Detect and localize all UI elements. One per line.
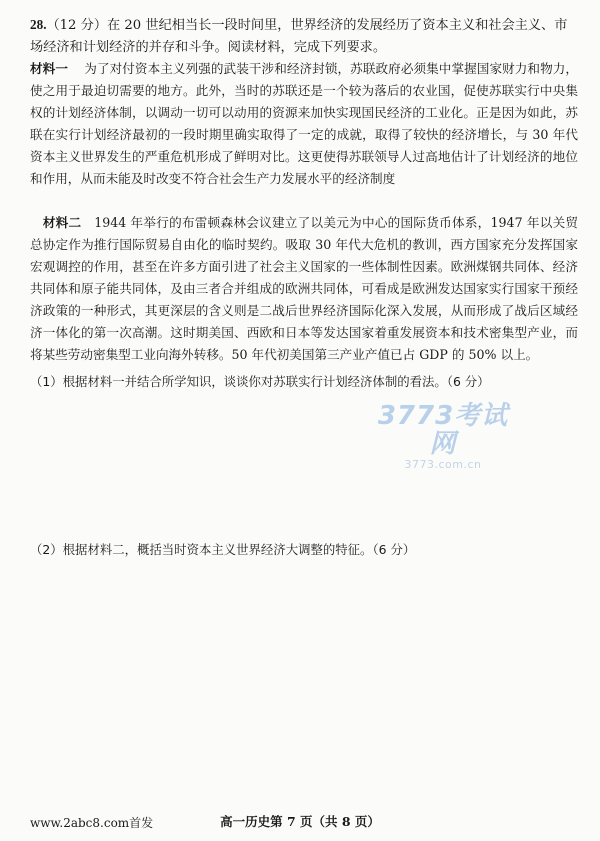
- question-prompt: 在 20 世纪相当长一段时间里，世界经济的发展经历了资本主义和社会主义、市场经济和计划经济的并存和斗争。阅读材料，完成下列要求。: [30, 18, 568, 55]
- page-number: 高一历史第 7 页（共 8 页）: [220, 814, 380, 829]
- question-score: （12 分）: [46, 18, 108, 33]
- watermark: [368, 402, 518, 471]
- material-two: [30, 212, 578, 366]
- material-two-label: 材料二: [42, 215, 82, 230]
- watermark-url: 3773.com.cn: [404, 458, 482, 471]
- material-one-label: 材料一: [30, 61, 68, 76]
- question-stem: [30, 14, 578, 59]
- material-one: [30, 58, 578, 190]
- watermark-brand: 3773考试网: [377, 401, 509, 459]
- sub-question-1: （1）根据材料一并结合所学知识，谈谈你对苏联实行计划经济体制的看法。（6 分）: [30, 374, 490, 389]
- material-two-text: 1944 年举行的布雷顿森林会议建立了以美元为中心的国际货币体系，1947 年以关贸总协定作为推行国际贸易自由化的临时契约。吸取 30 年代大危机的教训，西方国家充分发挥国家宏观调控的作用，甚至在许多方面引进了社会主义国家的一些体制性因素。欧洲煤钢共同体、经济共同体和原子能共同体，及由三者合并组成的欧洲共同体，可看成是欧洲发达国家实行国家干预经济政策的一种形式，其更深层的含义则是二战后世界经济国际化深入发展，从而形成了战后区域经济一体化的第一次高潮。这时期美国、西欧和日本等发达国家着重发展资本和技术密集型产业，而将某些劳动密集型工业向海外转移。50 年代初美国第三产业产值已占 GDP 的 50% 以上。: [30, 215, 579, 362]
- material-one-text: 为了对付资本主义列强的武装干涉和经济封锁，苏联政府必须集中掌握国家财力和物力，使之用于最迫切需要的地方。此外，当时的苏联还是一个较为落后的农业国，促使苏联实行中央集权的计划经济体制，以调动一切可以动用的资源来加快实现国民经济的工业化。正是因为如此，苏联在实行计划经济最初的一段时期里确实取得了一定的成就，取得了较快的经济增长，与 30 年代资本主义世界发生的严重危机形成了鲜明对比。这更使得苏联领导人过高地估计了计划经济的地位和作用，从而未能及时改变不符合社会生产力发展水平的经济制度: [30, 61, 579, 186]
- question-number: 28.: [30, 17, 47, 32]
- sub-question-2: （2）根据材料二，概括当时资本主义世界经济大调整的特征。（6 分）: [30, 542, 416, 557]
- footer-source: www.2abc8.com首发: [30, 816, 154, 830]
